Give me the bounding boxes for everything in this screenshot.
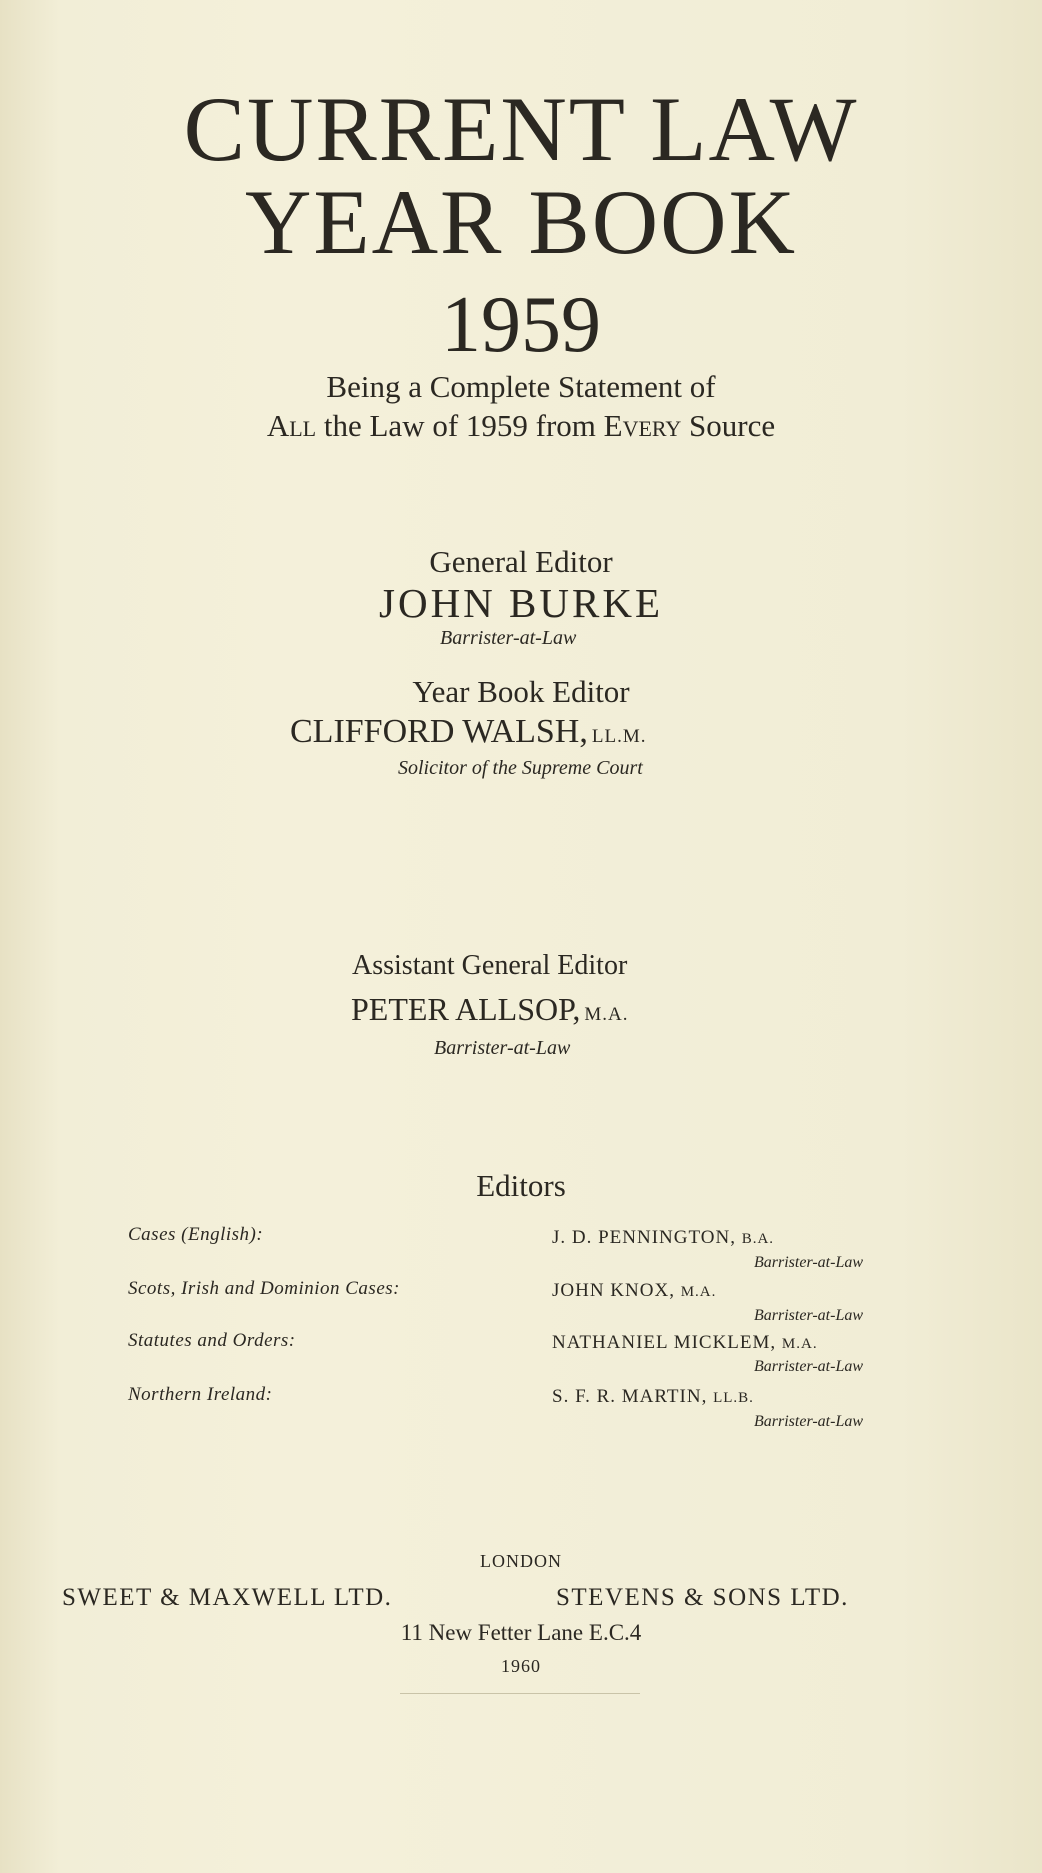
publisher-right: STEVENS & SONS LTD. (556, 1584, 849, 1611)
general-editor-heading: General Editor (429, 544, 613, 579)
year-book-editor-degree: LL.M. (591, 726, 647, 747)
bottom-rule (400, 1693, 640, 1694)
editor-name-1: JOHN KNOX, (552, 1280, 675, 1301)
editor-name-2: NATHANIEL MICKLEM, (552, 1332, 777, 1353)
editor-name-line-3 (552, 1386, 754, 1408)
subtitle-every: Every (603, 408, 682, 443)
publisher-year: 1960 (501, 1656, 541, 1676)
assistant-editor-role: Barrister-at-Law (434, 1037, 571, 1059)
editor-role-0: Barrister-at-Law (754, 1254, 864, 1271)
general-editor-name: JOHN BURKE (379, 580, 663, 626)
publisher-address: 11 New Fetter Lane E.C.4 (400, 1620, 642, 1645)
book-title-line-1: CURRENT LAW (183, 78, 859, 180)
editor-degree-1: M.A. (680, 1284, 717, 1300)
editor-name-line-0 (552, 1227, 774, 1249)
editor-area-0: Cases (English): (128, 1224, 264, 1245)
year-book-editor-role: Solicitor of the Supreme Court (398, 757, 643, 779)
subtitle-end: Source (681, 408, 776, 443)
editor-name-line-2 (552, 1332, 818, 1354)
subtitle-all: All (266, 408, 317, 443)
book-year: 1959 (441, 281, 601, 369)
year-book-editor-heading: Year Book Editor (412, 674, 630, 709)
editor-area-1: Scots, Irish and Dominion Cases: (128, 1278, 400, 1299)
editor-degree-0: B.A. (741, 1231, 775, 1247)
editor-name-line-1 (552, 1280, 716, 1302)
editor-role-3: Barrister-at-Law (754, 1413, 864, 1430)
year-book-editor-line (290, 715, 646, 749)
editor-area-2: Statutes and Orders: (128, 1330, 296, 1351)
assistant-editor-name: PETER ALLSOP, (351, 991, 581, 1027)
subtitle-mid: the Law of 1959 from (316, 408, 604, 443)
book-title-line-2: YEAR BOOK (244, 171, 798, 273)
assistant-editor-heading: Assistant General Editor (352, 950, 628, 981)
editor-name-3: S. F. R. MARTIN, (552, 1386, 708, 1407)
subtitle-line-2 (0, 410, 1042, 441)
year-book-editor-name: CLIFFORD WALSH, (290, 713, 588, 750)
editor-degree-2: M.A. (781, 1336, 818, 1352)
editor-role-2: Barrister-at-Law (754, 1358, 864, 1375)
general-editor-role: Barrister-at-Law (440, 627, 577, 649)
subtitle-line-1: Being a Complete Statement of (326, 369, 716, 404)
editor-area-3: Northern Ireland: (128, 1384, 273, 1405)
editor-name-0: J. D. PENNINGTON, (552, 1227, 736, 1248)
assistant-editor-line (351, 993, 629, 1026)
assistant-editor-degree: M.A. (584, 1004, 629, 1025)
publisher-left: SWEET & MAXWELL LTD. (62, 1584, 393, 1611)
editors-heading: Editors (476, 1168, 566, 1203)
publisher-city: LONDON (480, 1551, 562, 1571)
editor-degree-3: LL.B. (713, 1390, 754, 1406)
editor-role-1: Barrister-at-Law (754, 1307, 864, 1324)
